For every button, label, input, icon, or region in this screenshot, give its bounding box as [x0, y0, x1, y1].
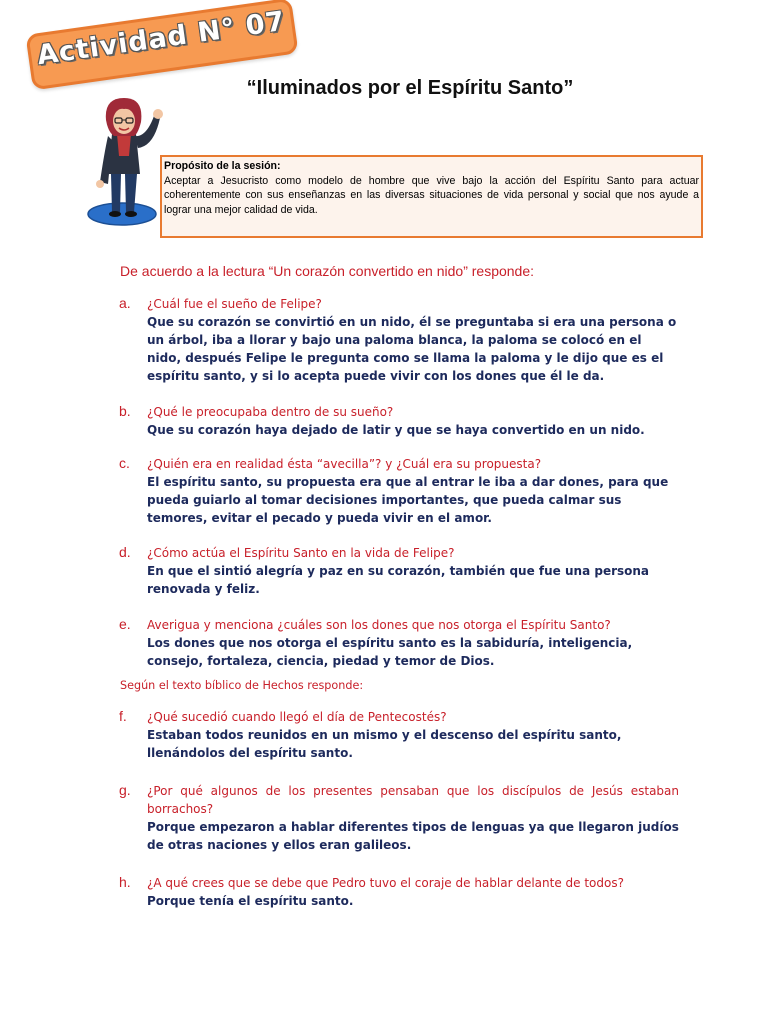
- question-text: ¿Cuál fue el sueño de Felipe?: [147, 297, 322, 311]
- answer-text: Porque empezaron a hablar diferentes tipos de lenguas ya que llegaron judíos de otras naciones y ellos eran galileos.: [147, 820, 679, 852]
- question-letter: d.: [119, 544, 131, 560]
- question-d: [119, 544, 679, 598]
- question-h: [119, 874, 679, 910]
- question-text: ¿Qué le preocupaba dentro de su sueño?: [147, 405, 394, 419]
- question-letter: h.: [119, 874, 131, 890]
- answer-text: En que el sintió alegría y paz en su corazón, también que fue una persona renovada y feliz.: [147, 564, 650, 596]
- answer-text: Que su corazón se convirtió en un nido, él se preguntaba si era una persona o un árbol, iba a llorar y bajo una paloma blanca, la paloma se colocó en el nido, después Felipe le pregunta como se llama la paloma y le dijo que es el espíritu santo, y si lo acepta puede vivir con los dones que él le da.: [147, 315, 677, 383]
- question-text: ¿A qué crees que se debe que Pedro tuvo el coraje de hablar delante de todos?: [147, 876, 624, 890]
- question-g: [119, 782, 679, 854]
- question-b: [119, 403, 679, 439]
- question-text: ¿Cómo actúa el Espíritu Santo en la vida de Felipe?: [147, 546, 455, 560]
- session-purpose-text: Aceptar a Jesucristo como modelo de hombre que vive bajo la acción del Espíritu Santo para actuar coherentemente con sus enseñanzas en las diversas situaciones de vida personal y social que nos ayude a lograr una mejor calidad de vida.: [164, 174, 699, 216]
- question-text: Averigua y menciona ¿cuáles son los dones que nos otorga el Espíritu Santo?: [147, 618, 611, 632]
- answer-text: Porque tenía el espíritu santo.: [147, 894, 354, 908]
- section-heading-hechos: Según el texto bíblico de Hechos responde:: [120, 679, 364, 692]
- answer-text: Los dones que nos otorga el espíritu santo es la sabiduría, inteligencia, consejo, fortaleza, ciencia, piedad y temor de Dios.: [147, 636, 633, 668]
- question-letter: e.: [119, 616, 131, 632]
- answer-text: Que su corazón haya dejado de latir y que se haya convertido en un nido.: [147, 423, 645, 437]
- reading-instruction: De acuerdo a la lectura “Un corazón convertido en nido” responde:: [120, 263, 535, 279]
- question-c: [119, 455, 679, 527]
- session-purpose-title: Propósito de la sesión:: [164, 160, 281, 172]
- question-letter: b.: [119, 403, 131, 419]
- activity-badge-label: Actividad N° 07: [35, 5, 288, 72]
- question-a: [119, 295, 679, 385]
- question-letter: a.: [119, 295, 131, 311]
- answer-text: Estaban todos reunidos en un mismo y el descenso del espíritu santo, llenándolos del espíritu santo.: [147, 728, 622, 760]
- question-letter: f.: [119, 708, 127, 724]
- question-letter: g.: [119, 782, 131, 798]
- question-e: [119, 616, 679, 670]
- session-purpose-box: [160, 155, 703, 238]
- question-letter: c.: [119, 455, 130, 471]
- page-title: “Iluminados por el Espíritu Santo”: [246, 77, 574, 99]
- question-f: [119, 708, 679, 762]
- answer-text: El espíritu santo, su propuesta era que al entrar le iba a dar dones, para que pueda guiarlo al tomar decisiones importantes, que pueda calmar sus temores, evitar el pecado y pueda vivir en el amor.: [147, 475, 669, 525]
- question-text: ¿Quién era en realidad ésta “avecilla”? y ¿Cuál era su propuesta?: [147, 457, 542, 471]
- question-text: ¿Qué sucedió cuando llegó el día de Pentecostés?: [147, 710, 447, 724]
- question-text: ¿Por qué algunos de los presentes pensaban que los discípulos de Jesús estaban borrachos?: [147, 784, 679, 816]
